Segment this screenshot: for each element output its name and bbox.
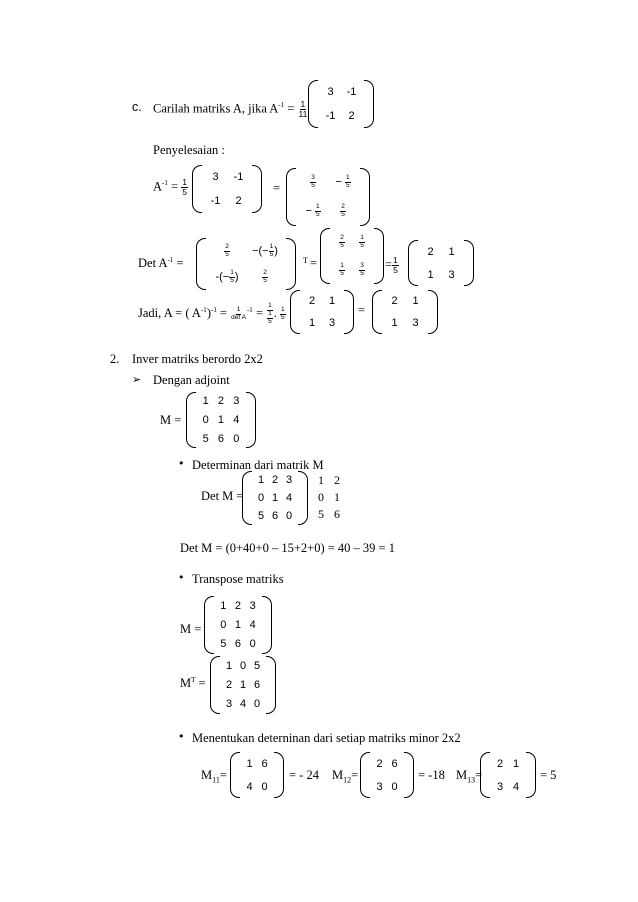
cell: 1 [427, 268, 434, 281]
cell: 0 [253, 698, 261, 711]
frac-den: 5 [360, 269, 364, 277]
equals: = [475, 768, 483, 782]
close-paren: ) [206, 306, 211, 321]
det-extra-columns [318, 473, 350, 522]
cell: 0 [202, 413, 209, 426]
step2-transpose: T [303, 256, 308, 265]
part-c-question [153, 100, 308, 119]
cell: 0 [285, 510, 293, 522]
frac-den: 5 [340, 269, 344, 277]
frac-cell [252, 244, 278, 259]
cell: 4 [239, 698, 247, 711]
cell: 3 [496, 780, 504, 793]
frac-num: 1 [281, 305, 285, 313]
matrix-step2-m1 [196, 238, 296, 290]
cell: 1 [234, 618, 242, 631]
cell: 2 [334, 473, 340, 487]
sub: 13 [467, 775, 476, 785]
frac-num: 1 [393, 255, 398, 265]
frac-den: 5 [345, 182, 350, 189]
m: M [180, 676, 192, 690]
frac-fifth [280, 307, 286, 322]
frac-den: det A [231, 313, 246, 321]
equals: = [219, 768, 227, 782]
a-inv-sup: -1 [162, 179, 168, 188]
cell: -1 [233, 171, 244, 183]
cell: 2 [234, 599, 242, 612]
section2-title: Inver matriks berordo 2x2 [132, 352, 263, 366]
suffix: ) [234, 270, 239, 283]
det-result: Det M = (0+40+0 – 15+2+0) = 40 – 39 = 1 [180, 541, 395, 555]
frac-den: 5 [315, 211, 320, 218]
cell: 3 [212, 171, 219, 183]
cell: 2 [271, 474, 279, 486]
frac-cell [339, 235, 345, 250]
cell: 0 [318, 490, 324, 504]
frac-den [266, 311, 274, 326]
prefix: −(− [252, 244, 269, 257]
step2-eq2: = [310, 256, 318, 270]
equals: = [351, 768, 359, 782]
cell: 0 [239, 659, 247, 672]
section2-label: 2. [110, 352, 120, 366]
equals: = [176, 256, 184, 270]
minors-title: Menentukan deterninan dari setiap matriks minor 2x2 [192, 731, 461, 745]
frac-den: 5 [341, 211, 345, 218]
cell: 1 [391, 317, 398, 329]
cell: 3 [225, 698, 233, 711]
step2-eq3 [385, 256, 399, 275]
cell: 3 [249, 599, 256, 612]
frac-num: 1 [268, 309, 272, 317]
transpose-m-label: M = [180, 622, 202, 636]
frac-num: 2 [341, 203, 345, 211]
question-text: Carilah matriks A, jika A [153, 101, 279, 116]
jadi-text: Jadi, A = ( A [138, 306, 201, 321]
frac-num: 2 [225, 242, 229, 250]
frac-cell [335, 175, 350, 190]
frac-den: 5 [230, 276, 234, 284]
cell: 2 [348, 110, 355, 122]
frac [315, 204, 321, 219]
cell: 1 [412, 295, 419, 307]
sign: − [305, 205, 312, 218]
cell: 4 [249, 618, 256, 631]
det-label: Det A [138, 256, 168, 270]
det-title: Determinan dari matrik M [192, 458, 324, 472]
fraction-matrix-step1 [286, 168, 370, 226]
cell: 1 [202, 395, 209, 408]
prefix: -(− [215, 270, 230, 283]
cell: 2 [391, 295, 398, 307]
m: M [201, 768, 213, 782]
inverse-sup: -1 [278, 101, 285, 110]
cell: 2 [427, 245, 434, 258]
frac-cell [262, 270, 268, 285]
cell: -1 [210, 195, 221, 207]
dot: . [273, 306, 277, 321]
equals: = [219, 306, 228, 321]
frac-num: 1 [360, 233, 364, 241]
cell: 5 [318, 507, 324, 521]
frac-num: 1 [340, 261, 344, 269]
frac-den: 11 [298, 108, 308, 119]
matrix-step3-m2 [372, 290, 438, 334]
cell: 5 [220, 638, 227, 651]
cell: 0 [220, 618, 227, 631]
cell: 0 [249, 638, 256, 651]
cell: 2 [217, 395, 225, 408]
matrix-step2-m3 [408, 240, 474, 286]
m11-result: = - 24 [289, 768, 319, 782]
cell: 1 [448, 245, 455, 258]
cell: 2 [235, 195, 242, 207]
equals: = [255, 306, 263, 321]
cell: 1 [271, 492, 279, 504]
minor-m13-matrix [480, 752, 536, 798]
cell: 5 [202, 432, 209, 445]
frac-num: 1 [300, 99, 306, 109]
sup: -1 [210, 305, 217, 314]
minor-m12-matrix [360, 752, 414, 798]
frac-cell [305, 204, 320, 219]
cell: 5 [253, 659, 261, 672]
cell: 3 [233, 395, 240, 408]
arrow-bullet-icon: ➢ [132, 373, 142, 386]
m11-label [201, 768, 227, 783]
cell: 6 [253, 678, 261, 691]
m13-result: = 5 [540, 768, 557, 782]
cell: 0 [233, 432, 240, 445]
sup-t: T [191, 675, 196, 684]
matrix-step1 [192, 165, 262, 213]
cell: 1 [239, 678, 247, 691]
equals: = [171, 179, 179, 194]
a-label: A [153, 179, 163, 194]
frac-cell [310, 175, 316, 190]
cell: 6 [261, 757, 268, 770]
cell: 5 [257, 510, 265, 522]
frac-cell [224, 244, 230, 259]
cell: 1 [217, 413, 225, 426]
cell: 1 [318, 473, 324, 487]
cell: 0 [261, 780, 268, 793]
frac-1-det [230, 307, 247, 322]
frac-num: 1 [345, 174, 350, 182]
matrix-step3-m1 [290, 290, 354, 334]
matrix-step2-m2 [320, 228, 384, 284]
cell: 1 [334, 490, 340, 504]
scalar-fraction [181, 178, 188, 197]
matrix-m [186, 392, 256, 448]
matrix-part-c [308, 80, 374, 128]
frac-num: 1 [315, 203, 320, 211]
step1-eq2: = [273, 181, 281, 195]
cell: 6 [391, 757, 398, 770]
cell: 4 [233, 413, 240, 426]
sub: 12 [343, 775, 352, 785]
m13-label [456, 768, 482, 783]
cell: -1 [325, 110, 336, 122]
inner-frac [267, 311, 273, 326]
frac [345, 175, 351, 190]
frac-cell [359, 263, 365, 278]
frac-den: 5 [340, 241, 344, 249]
m12-label [332, 768, 358, 783]
cell: 1 [257, 474, 265, 486]
cell: 3 [285, 474, 293, 486]
bullet-icon: • [178, 730, 185, 743]
mt-label [180, 676, 206, 691]
cell: 6 [234, 638, 242, 651]
sub-title: Dengan adjoint [153, 373, 230, 387]
frac-num: 2 [340, 233, 344, 241]
m12-result: = -18 [418, 768, 445, 782]
frac-num: 3 [311, 174, 315, 182]
frac-den: 5 [311, 182, 315, 189]
cell: 6 [217, 432, 225, 445]
frac-den: 5 [269, 250, 274, 258]
frac-den: 5 [225, 250, 229, 258]
cell: 1 [225, 659, 233, 672]
cell: 0 [257, 492, 265, 504]
step3-line [138, 303, 286, 325]
cell: 3 [328, 317, 336, 329]
frac-den: 5 [393, 264, 398, 275]
bullet-icon: • [178, 457, 185, 470]
frac-one-over-fifth [266, 303, 274, 325]
cell: 3 [448, 268, 455, 281]
minor-m11-matrix [230, 752, 284, 798]
frac-cell [215, 270, 238, 285]
sign: − [335, 176, 342, 189]
frac-num: 3 [360, 261, 364, 269]
cell: 1 [220, 599, 227, 612]
det-m-label: Det M = [201, 489, 244, 503]
cell: 1 [328, 295, 336, 307]
cell: 3 [376, 780, 383, 793]
frac-den: 5 [263, 276, 267, 284]
cell: 0 [391, 780, 398, 793]
cell: 1 [512, 757, 520, 770]
scalar-fraction [298, 100, 309, 119]
cell: 4 [512, 780, 520, 793]
sub: 11 [212, 775, 220, 785]
cell: 2 [308, 295, 316, 307]
sup: -1 [246, 305, 253, 314]
cell: -1 [346, 86, 357, 98]
frac-num: 2 [263, 268, 267, 276]
frac-num: 1 [269, 242, 274, 250]
cell: 1 [308, 317, 316, 329]
frac-den: 5 [268, 317, 272, 325]
cell: 3 [412, 317, 419, 329]
frac-den: 5 [182, 186, 187, 197]
frac-cell [339, 263, 345, 278]
suffix: ) [274, 244, 278, 257]
cell: 3 [327, 86, 334, 98]
cell: 4 [246, 780, 253, 793]
m: M [332, 768, 344, 782]
part-c-label: c. [132, 100, 142, 114]
cell: 2 [376, 757, 383, 770]
sup: -1 [167, 255, 174, 264]
frac-num: 1 [268, 302, 272, 309]
frac-num: 1 [230, 268, 234, 276]
cell: 1 [246, 757, 253, 770]
frac-num: 1 [182, 177, 187, 187]
transpose-matrix-mt [210, 656, 276, 714]
m-label: M = [160, 413, 182, 427]
scalar-fraction [392, 256, 399, 275]
det-matrix [242, 471, 308, 525]
equals: = [287, 101, 295, 116]
equals: = [198, 676, 206, 690]
m: M [456, 768, 468, 782]
frac-den: 5 [281, 313, 285, 321]
frac-cell [340, 204, 346, 219]
frac-den: 5 [360, 241, 364, 249]
cell: 6 [271, 510, 279, 522]
equals: = [385, 257, 393, 272]
solution-heading: Penyelesaian : [153, 143, 225, 157]
sup: -1 [200, 305, 207, 314]
frac-cell [359, 235, 365, 250]
step3-eq3: = [358, 303, 366, 317]
cell: 2 [496, 757, 504, 770]
cell: 4 [285, 492, 293, 504]
cell: 6 [334, 507, 340, 521]
step2-lhs [138, 256, 184, 271]
bullet-icon: • [178, 571, 185, 584]
frac-num: 1 [236, 305, 241, 313]
transpose-title: Transpose matriks [192, 572, 284, 586]
cell: 2 [225, 678, 233, 691]
transpose-matrix-m [204, 596, 272, 654]
step1-lhs [153, 178, 188, 197]
